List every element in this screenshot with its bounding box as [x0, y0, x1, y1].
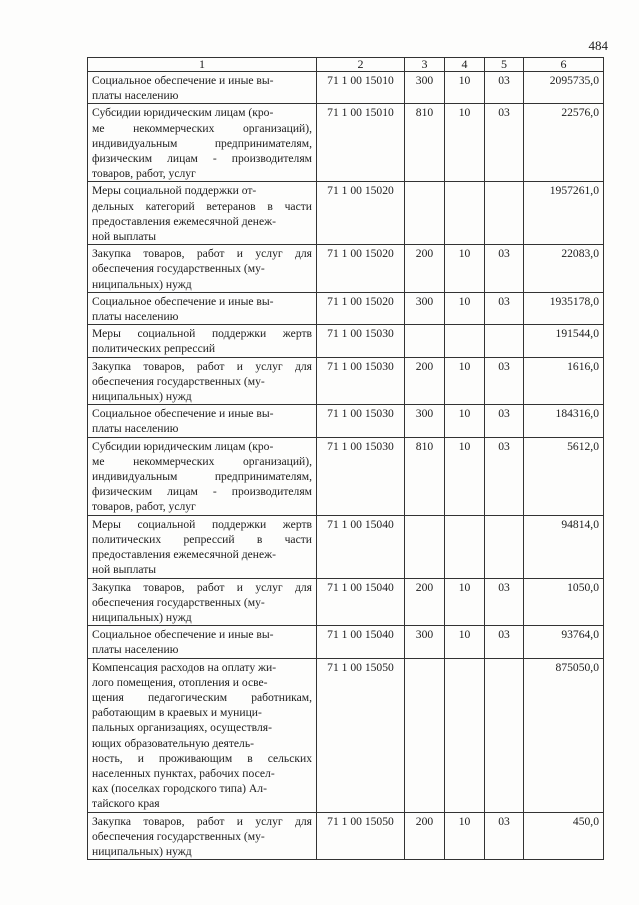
row-name-cell: Социальное обеспечение и иные вы- платы населению [88, 292, 317, 324]
row-rz-cell: 10 [445, 292, 485, 324]
table-row [88, 658, 604, 812]
row-rz-cell [445, 515, 485, 578]
page-number: 484 [588, 38, 608, 53]
row-rz-cell: 10 [445, 72, 485, 104]
row-pr-cell [485, 325, 524, 357]
row-amount-cell: 1957261,0 [524, 182, 604, 245]
row-code-cell: 71 1 00 15030 [317, 437, 405, 515]
row-amount-cell: 1050,0 [524, 578, 604, 626]
row-code-cell: 71 1 00 15050 [317, 658, 405, 812]
col-header: 6 [524, 58, 604, 72]
budget-table [87, 57, 604, 860]
table-row [88, 405, 604, 437]
row-rz-cell [445, 658, 485, 812]
col-header: 4 [445, 58, 485, 72]
row-rz-cell [445, 325, 485, 357]
row-name-cell: Меры социальной поддержки жертв политических репрессий [88, 325, 317, 357]
table-row [88, 182, 604, 245]
row-code-cell: 71 1 00 15040 [317, 515, 405, 578]
row-kvr-cell [405, 182, 445, 245]
row-name-cell: Социальное обеспечение и иные вы- платы населению [88, 626, 317, 658]
row-amount-cell: 450,0 [524, 812, 604, 860]
row-code-cell: 71 1 00 15020 [317, 182, 405, 245]
table-row [88, 325, 604, 357]
row-amount-cell: 22083,0 [524, 245, 604, 293]
row-pr-cell: 03 [485, 292, 524, 324]
row-pr-cell [485, 182, 524, 245]
row-pr-cell: 03 [485, 405, 524, 437]
row-rz-cell: 10 [445, 405, 485, 437]
row-kvr-cell: 300 [405, 292, 445, 324]
row-kvr-cell: 300 [405, 72, 445, 104]
table-row [88, 245, 604, 293]
row-name-cell: Компенсация расходов на оплату жи- лого помещения, отопления и осве- щения педагогическим работникам, работающим в краевых и муници- пальных организациях, осуществля- ющих образовательную деятель- ность, и проживающим в сельских населенных пунктах, рабочих посел- ках (поселках городского типа) Ал- тайского края [88, 658, 317, 812]
row-name-cell: Социальное обеспечение и иные вы- платы населению [88, 72, 317, 104]
row-pr-cell: 03 [485, 437, 524, 515]
row-amount-cell: 22576,0 [524, 104, 604, 182]
row-rz-cell [445, 182, 485, 245]
row-name-cell: Субсидии юридическим лицам (кро- ме некоммерческих организаций), индивидуальным предпринимателям, физическим лицам - производителям товаров, работ, услуг [88, 104, 317, 182]
row-kvr-cell: 300 [405, 626, 445, 658]
row-amount-cell: 184316,0 [524, 405, 604, 437]
row-code-cell: 71 1 00 15030 [317, 357, 405, 405]
row-amount-cell: 1935178,0 [524, 292, 604, 324]
table-row [88, 72, 604, 104]
row-rz-cell: 10 [445, 578, 485, 626]
row-kvr-cell [405, 325, 445, 357]
row-name-cell: Закупка товаров, работ и услуг для обеспечения государственных (му- ниципальных) нужд [88, 578, 317, 626]
row-name-cell: Субсидии юридическим лицам (кро- ме некоммерческих организаций), индивидуальным предпринимателям, физическим лицам - производителям товаров, работ, услуг [88, 437, 317, 515]
row-kvr-cell: 300 [405, 405, 445, 437]
header-row [88, 58, 604, 72]
row-kvr-cell: 200 [405, 812, 445, 860]
row-name-cell: Закупка товаров, работ и услуг для обеспечения государственных (му- ниципальных) нужд [88, 812, 317, 860]
row-rz-cell: 10 [445, 104, 485, 182]
row-amount-cell: 1616,0 [524, 357, 604, 405]
row-pr-cell: 03 [485, 812, 524, 860]
table-row [88, 292, 604, 324]
row-code-cell: 71 1 00 15030 [317, 405, 405, 437]
table-row [88, 626, 604, 658]
row-pr-cell [485, 658, 524, 812]
row-code-cell: 71 1 00 15050 [317, 812, 405, 860]
row-kvr-cell [405, 658, 445, 812]
row-code-cell: 71 1 00 15020 [317, 245, 405, 293]
row-name-cell: Социальное обеспечение и иные вы- платы населению [88, 405, 317, 437]
row-name-cell: Закупка товаров, работ и услуг для обеспечения государственных (му- ниципальных) нужд [88, 357, 317, 405]
row-rz-cell: 10 [445, 437, 485, 515]
row-amount-cell: 875050,0 [524, 658, 604, 812]
row-name-cell: Закупка товаров, работ и услуг для обеспечения государственных (му- ниципальных) нужд [88, 245, 317, 293]
row-name-cell: Меры социальной поддержки от- дельных категорий ветеранов в части предоставления ежемесячной денеж- ной выплаты [88, 182, 317, 245]
row-code-cell: 71 1 00 15020 [317, 292, 405, 324]
row-pr-cell: 03 [485, 104, 524, 182]
row-pr-cell: 03 [485, 626, 524, 658]
row-name-cell: Меры социальной поддержки жертв политических репрессий в части предоставления ежемесячной денеж- ной выплаты [88, 515, 317, 578]
row-rz-cell: 10 [445, 357, 485, 405]
table-row [88, 104, 604, 182]
row-kvr-cell: 810 [405, 437, 445, 515]
row-code-cell: 71 1 00 15030 [317, 325, 405, 357]
row-kvr-cell: 810 [405, 104, 445, 182]
row-pr-cell [485, 515, 524, 578]
col-header: 3 [405, 58, 445, 72]
row-amount-cell: 191544,0 [524, 325, 604, 357]
row-amount-cell: 5612,0 [524, 437, 604, 515]
col-header: 2 [317, 58, 405, 72]
row-rz-cell: 10 [445, 626, 485, 658]
row-code-cell: 71 1 00 15010 [317, 104, 405, 182]
row-code-cell: 71 1 00 15040 [317, 578, 405, 626]
row-amount-cell: 94814,0 [524, 515, 604, 578]
row-code-cell: 71 1 00 15040 [317, 626, 405, 658]
row-kvr-cell: 200 [405, 245, 445, 293]
row-kvr-cell: 200 [405, 578, 445, 626]
table-row [88, 437, 604, 515]
row-code-cell: 71 1 00 15010 [317, 72, 405, 104]
row-pr-cell: 03 [485, 578, 524, 626]
table-row [88, 357, 604, 405]
row-pr-cell: 03 [485, 72, 524, 104]
table-row [88, 812, 604, 860]
row-kvr-cell [405, 515, 445, 578]
row-amount-cell: 93764,0 [524, 626, 604, 658]
row-rz-cell: 10 [445, 812, 485, 860]
row-pr-cell: 03 [485, 245, 524, 293]
row-kvr-cell: 200 [405, 357, 445, 405]
table-row [88, 578, 604, 626]
col-header: 1 [88, 58, 317, 72]
row-amount-cell: 2095735,0 [524, 72, 604, 104]
row-pr-cell: 03 [485, 357, 524, 405]
table-row [88, 515, 604, 578]
row-rz-cell: 10 [445, 245, 485, 293]
col-header: 5 [485, 58, 524, 72]
